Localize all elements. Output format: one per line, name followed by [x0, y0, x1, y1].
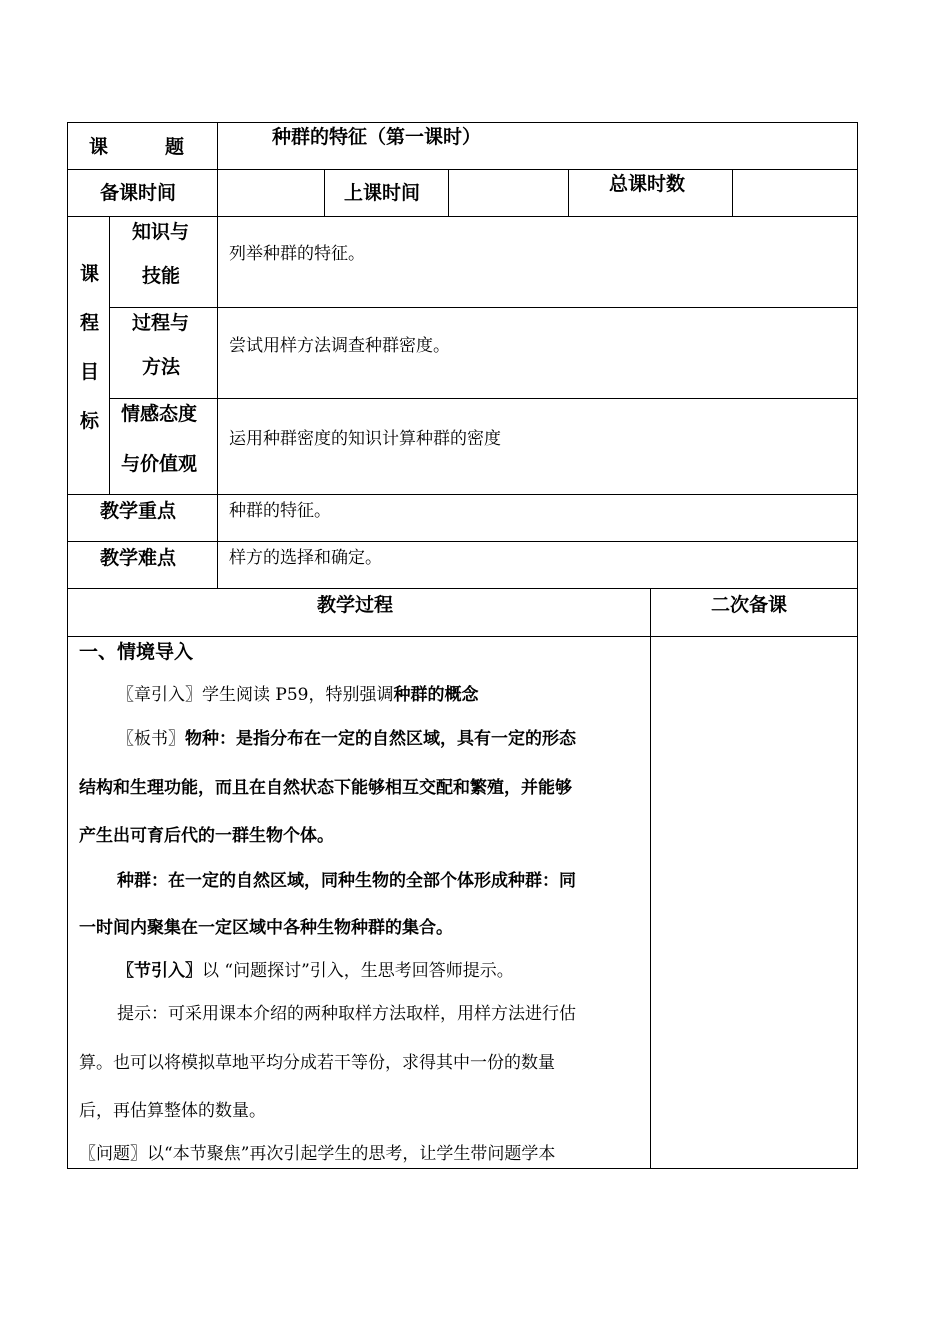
objectives-char: 标	[80, 410, 100, 432]
objective-process-content: 尝试用样方法调查种群密度。	[229, 336, 450, 356]
table-rule	[67, 541, 858, 542]
secondary-prep-header: 二次备课	[711, 594, 788, 616]
class-time-label: 上课时间	[344, 182, 421, 204]
section-title: 一、情境导入	[79, 641, 194, 663]
objective-attitude-label: 情感态度	[121, 403, 198, 425]
topic-value: 种群的特征（第一课时）	[272, 126, 482, 148]
section-intro-text: 以 “问题探讨”引入，生思考回答师提示。	[202, 961, 514, 981]
key-point-label: 教学重点	[100, 500, 177, 522]
hint-line2: 算。也可以将模拟草地平均分成若干等份，求得其中一份的数量	[79, 1053, 555, 1073]
table-border-left	[67, 122, 68, 1169]
total-hours-label: 总课时数	[609, 173, 686, 195]
process-header: 教学过程	[317, 594, 394, 616]
table-rule	[109, 216, 110, 495]
table-rule	[67, 494, 858, 495]
topic-label: 课 题	[89, 136, 185, 158]
table-rule	[109, 398, 858, 399]
table-rule	[67, 216, 858, 217]
table-rule	[324, 169, 325, 217]
table-rule	[109, 307, 858, 308]
table-rule	[67, 636, 858, 637]
species-definition-line1: 物种：是指分布在一定的自然区域，具有一定的形态	[185, 729, 576, 749]
prep-time-value[interactable]	[218, 170, 324, 216]
species-definition-line2: 结构和生理功能，而且在自然状态下能够相互交配和繁殖，并能够	[79, 778, 572, 798]
objective-knowledge-label: 知识与	[132, 221, 190, 243]
table-rule	[650, 588, 651, 1169]
objective-knowledge-label-2: 技能	[142, 265, 181, 287]
species-definition-line3: 产生出可育后代的一群生物个体。	[79, 826, 334, 846]
section-intro-paragraph	[117, 963, 514, 980]
question-paragraph: 〖问题〗以“本节聚焦”再次引起学生的思考，让学生带问题学本	[79, 1144, 556, 1164]
table-border-bottom	[67, 1168, 858, 1169]
class-time-value[interactable]	[449, 170, 568, 216]
hint-line1: 提示：可采用课本介绍的两种取样方法取样，用样方法进行估	[117, 1004, 576, 1024]
objectives-char: 目	[80, 361, 100, 383]
table-rule	[568, 169, 569, 217]
objective-attitude-label-2: 与价值观	[121, 453, 198, 475]
objective-process-label: 过程与	[132, 312, 190, 334]
difficulty-label: 教学难点	[100, 547, 177, 569]
board-note-line	[117, 731, 576, 748]
board-note-prefix: 〖板书〗	[117, 729, 185, 749]
key-point-content: 种群的特征。	[229, 501, 331, 521]
chapter-intro-paragraph	[117, 687, 478, 704]
total-hours-value[interactable]	[733, 170, 857, 216]
section-intro-prefix: 〖节引入〗	[117, 961, 202, 981]
table-border-right	[857, 122, 858, 1169]
population-definition-line1: 种群：在一定的自然区域，同种生物的全部个体形成种群：同	[117, 871, 576, 891]
objectives-char: 课	[80, 263, 100, 285]
objectives-char: 程	[80, 312, 100, 334]
prep-time-label: 备课时间	[100, 182, 177, 204]
population-definition-line2: 一时间内聚集在一定区域中各种生物种群的集合。	[79, 918, 453, 938]
objective-attitude-content: 运用种群密度的知识计算种群的密度	[229, 429, 501, 449]
table-border-top	[67, 122, 858, 123]
difficulty-content: 样方的选择和确定。	[229, 548, 382, 568]
chapter-intro-text: 〖章引入〗学生阅读 P59，特别强调	[117, 685, 394, 705]
objective-knowledge-content: 列举种群的特征。	[229, 244, 365, 264]
table-rule	[67, 588, 858, 589]
chapter-intro-emphasis: 种群的概念	[393, 685, 479, 705]
objective-process-label-2: 方法	[142, 356, 181, 378]
hint-line3: 后，再估算整体的数量。	[79, 1101, 266, 1121]
